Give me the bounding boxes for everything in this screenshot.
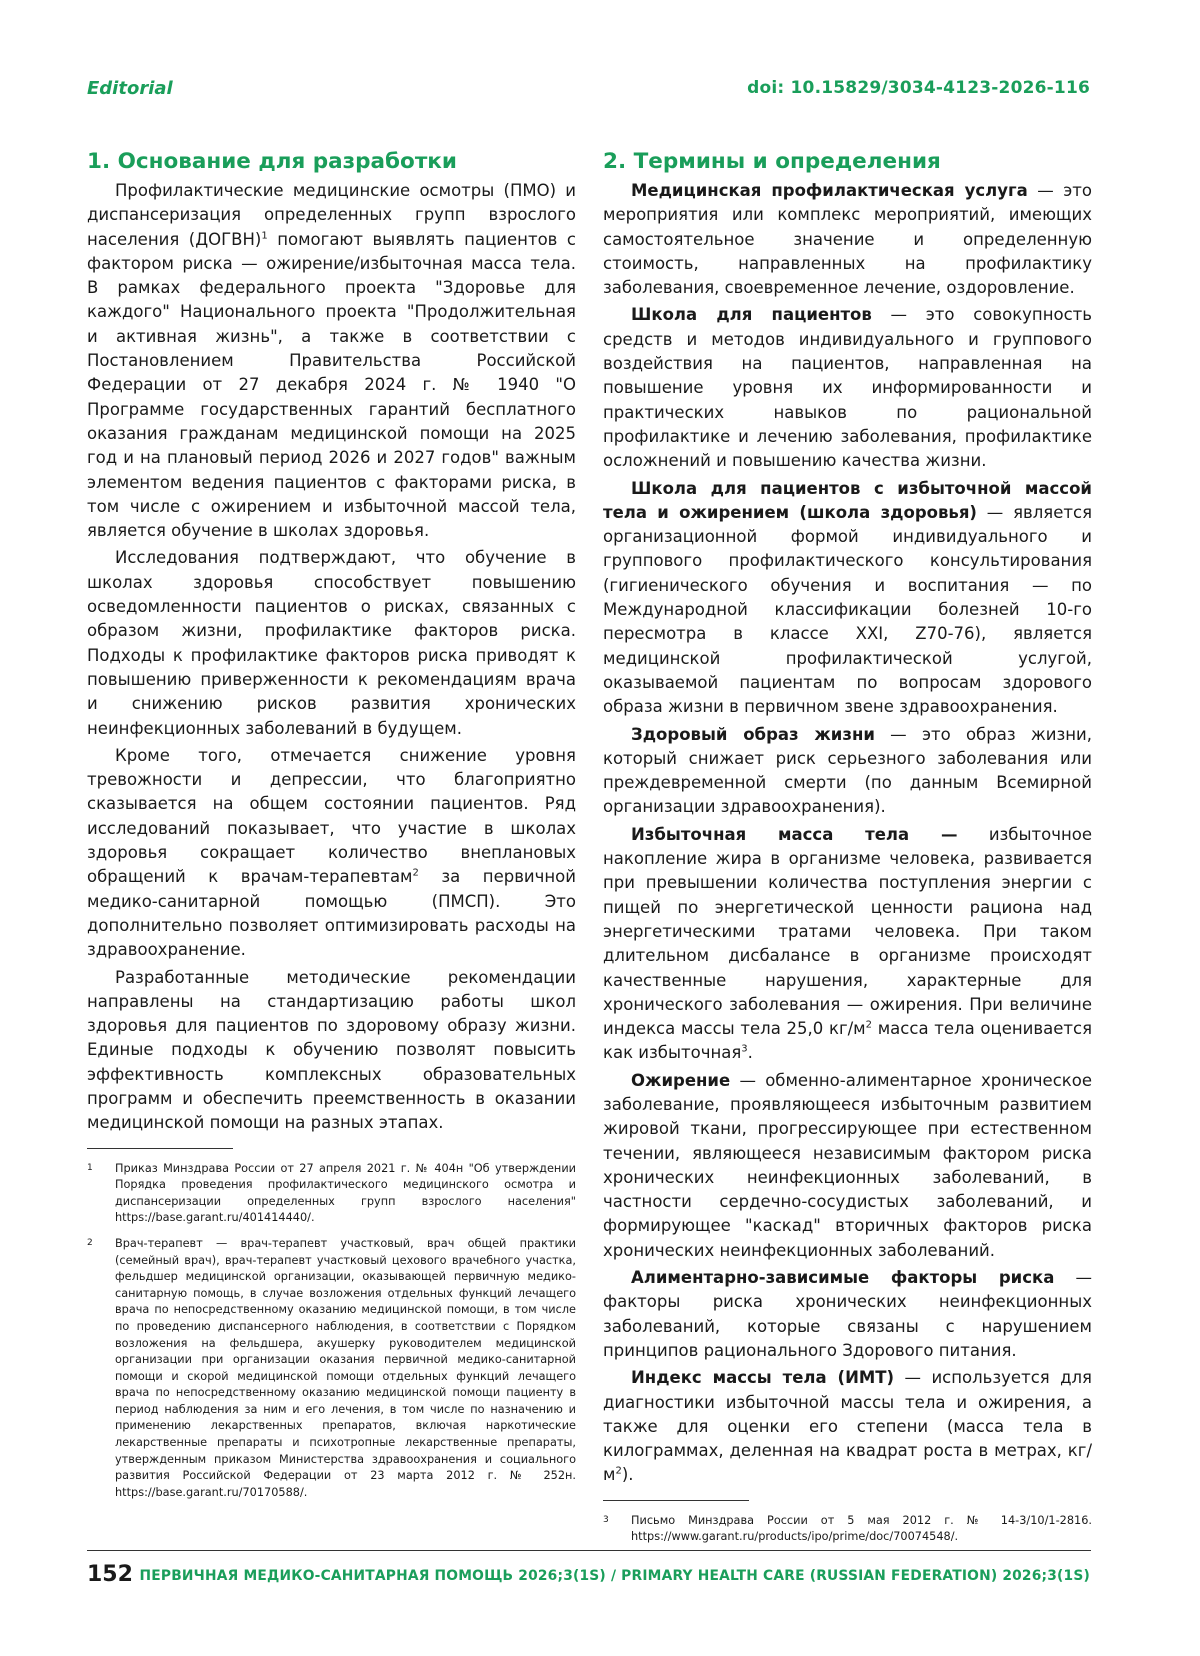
- definition-text: ).: [621, 1465, 634, 1485]
- footnote-divider: [603, 1500, 749, 1501]
- section-heading-terms: 2. Термины и определения: [603, 149, 941, 174]
- definition-text: — обменно-алиментарное хроническое заболевание, проявляющееся избыточным развитием жировой ткани, прогрессирующее при естественном течении, являющееся независимым фактором риска хронических неинфекционных заболеваний, в частности сердечно-сосудистых заболеваний, и формирующее "каскад" вторичных факторов риска хронических неинфекционных заболеваний.: [603, 1070, 1092, 1260]
- definition-term: Алиментарно-зависимые факторы риска: [631, 1268, 1055, 1288]
- paragraph-text: помогают выявлять пациентов с фактором риска — ожирение/избыточная масса тела. В рамках федерального проекта "Здоровье для каждого" Национального проекта "Продолжительная и активная жизнь", а также в соответствии с Постановлением Правительства Российской Федерации от 27 декабря 2024 г. № 1940 "О Программе государственных гарантий бесплатного оказания гражданам медицинской помощи на 2025 год и на плановый период 2026 и 2027 годов" важным элементом ведения пациентов с факторами риска, в том числе с ожирением и избыточной массой тела, является обучение в школах здоровья.: [87, 229, 576, 541]
- footnote-number: 1: [87, 1162, 93, 1173]
- footnote-text: Приказ Минздрава России от 27 апреля 2021 г. № 404н "Об утверждении Порядка проведения профилактического медицинского осмотра и диспансеризации определенных групп взрослого населения" https://base.garant.ru/401414440/.: [115, 1161, 576, 1225]
- definition-term: Избыточная масса тела —: [631, 824, 958, 844]
- page-number: 152: [87, 1562, 133, 1587]
- journal-title: ПЕРВИЧНАЯ МЕДИКО-САНИТАРНАЯ ПОМОЩЬ 2026;3(1S) / PRIMARY HEALTH CARE (RUSSIAN FEDERATION) 2026;3(1S): [139, 1568, 1090, 1584]
- paragraph: [87, 179, 576, 543]
- paragraph: Исследования подтверждают, что обучение в школах здоровья способствует повышению осведомленности пациентов о рисках, связанных с образом жизни, профилактике факторов риска. Подходы к профилактике факторов риска приводят к повышению приверженности к рекомендациям врача и снижению рисков развития хронических неинфекционных заболеваний в будущем.: [87, 548, 576, 738]
- footnote-text: Письмо Минздрава России от 5 мая 2012 г. № 14-3/10/1-2816. https://www.garant.ru/products/ipo/prime/doc/70074548/.: [631, 1513, 1092, 1544]
- paragraph: Разработанные методические рекомендации направлены на стандартизацию работы школ здоровья для пациентов по здоровому образу жизни. Единые подходы к обучению позволят повысить эффективность комплексных образовательных программ и обеспечить преемственность в оказании медицинской помощи на разных этапах.: [87, 967, 576, 1133]
- definition-text: — это образ жизни, который снижает риск серьезного заболевания или преждевременной смерти (по данным Всемирной организации здравоохранения).: [603, 724, 1092, 817]
- definition: [603, 179, 1092, 300]
- footnote-ref-1[interactable]: 1: [261, 230, 268, 242]
- definition-term: Здоровый образ жизни: [631, 724, 875, 744]
- right-column: [603, 148, 1092, 1555]
- definition-text: .: [747, 1043, 753, 1063]
- footnote-text: Врач-терапевт — врач-терапевт участковый, врач общей практики (семейный врач), врач-терапевт участковый цехового врачебного участка, фельдшер медицинской организации, оказывающей первичную медико-санитарную помощь, в случае возложения отдельных функций лечащего врача по непосредственному оказанию медицинской помощи, в том числе по проведению диспансерного наблюдения, в соответствии с Порядком возложения на фельдшера, акушерку руководителем медицинской организации при организации оказания первичной медико-санитарной помощи и скорой медицинской помощи отдельных функций лечащего врача по непосредственному оказанию медицинской помощи пациенту в период наблюдения за ним и его лечения, в том числе по назначению и применению лекарственных препаратов, включая наркотические лекарственные препараты и психотропные лекарственные препараты, утвержденным приказом Министерства здравоохранения и социального развития Российской Федерации от 23 марта 2012 г. № 252н. https://base.garant.ru/70170588/.: [115, 1236, 576, 1499]
- definition: [603, 1266, 1092, 1363]
- definition-term: Индекс массы тела (ИМТ): [631, 1368, 895, 1388]
- definition-term: Школа для пациентов: [631, 305, 872, 325]
- definition-term: Школа для пациентов с избыточной массой тела и ожирением (школа здоровья): [603, 478, 1092, 522]
- footnote-3: [603, 1513, 1092, 1546]
- definition: [603, 1069, 1092, 1263]
- definition: [603, 477, 1092, 720]
- paragraph-text: Профилактические медицинские осмотры (ПМО) и диспансеризация определенных групп взрослого населения (ДОГВН): [87, 181, 576, 249]
- section-heading-basis: 1. Основание для разработки: [87, 149, 457, 174]
- definition: [603, 823, 1092, 1066]
- footnote-1: [87, 1161, 576, 1227]
- paragraph: [87, 744, 576, 963]
- definition-term: Ожирение: [631, 1070, 731, 1090]
- definition-text: избыточное накопление жира в организме человека, развивается при превышении количества поступления энергии с пищей по энергетической ценности рациона над энергетическими тратами человека. При таком длительном дисбалансе в организме происходят качественные нарушения, характерные для хронического заболевания — ожирения. При величине индекса массы тела 25,0 кг/м: [603, 824, 1093, 1039]
- superscript: 2: [865, 1019, 873, 1031]
- definition-text: — используется для диагностики избыточной массы тела и ожирения, а также для оценки его степени (масса тела в килограммах, деленная на квадрат роста в метрах, кг/м: [603, 1368, 1092, 1485]
- footnote-divider: [87, 1148, 233, 1149]
- definition-text: — факторы риска хронических неинфекционных заболеваний, которые связаны с нарушением принципов рационального Здорового питания.: [603, 1268, 1093, 1360]
- footer-divider: [87, 1550, 1091, 1551]
- definition: [603, 723, 1092, 820]
- footnote-ref-2[interactable]: 2: [412, 867, 419, 879]
- footnote-number: 2: [87, 1237, 93, 1248]
- definition-text: — является организационной формой индивидуального и группового профилактического консультирования (гигиенического обучения и воспитания — по Международной классификации болезней 10-го пересмотра в классе XXI, Z70-76), является медицинской профилактической услугой, оказываемой пациентам по вопросам здорового образа жизни в первичном звене здравоохранения.: [603, 502, 1092, 717]
- definition-text: — это мероприятия или комплекс мероприятий, имеющих самостоятельное значение и определенную стоимость, направленных на профилактику заболевания, своевременное лечение, оздоровление.: [603, 181, 1092, 298]
- terms-body: [603, 179, 1092, 1488]
- paragraph-text: за первичной медико-санитарной помощью (ПМСП). Это дополнительно позволяет оптимизировать расходы на здравоохранение.: [87, 867, 576, 960]
- definition-term: Медицинская профилактическая услуга: [631, 181, 1028, 200]
- definition: [603, 303, 1092, 473]
- doi-link[interactable]: doi: 10.15829/3034-4123-2026-116: [747, 78, 1090, 98]
- left-column: [87, 148, 576, 1510]
- footnote-2: [87, 1236, 576, 1502]
- superscript: 2: [615, 1465, 622, 1477]
- definition-text: — это совокупность средств и методов индивидуального и группового воздействия на пациентов, направленная на повышение уровня их информированности и практических навыков по рациональной профилактике и лечению заболевания, профилактике осложнений и повышению качества жизни.: [603, 305, 1093, 471]
- footnote-ref-3[interactable]: 3: [741, 1043, 748, 1055]
- definition: [603, 1366, 1092, 1487]
- definition-text: масса тела оценивается как избыточная: [603, 1019, 1092, 1063]
- paragraph-text: Кроме того, отмечается снижение уровня тревожности и депрессии, что благоприятно сказывается на общем состоянии пациентов. Ряд исследований показывает, что участие в школах здоровья сокращает количество внеплановых обращений к врачам-терапевтам: [87, 745, 576, 887]
- footnote-number: 3: [603, 1514, 609, 1525]
- section-label: Editorial: [87, 78, 173, 99]
- basis-body: [87, 179, 576, 1136]
